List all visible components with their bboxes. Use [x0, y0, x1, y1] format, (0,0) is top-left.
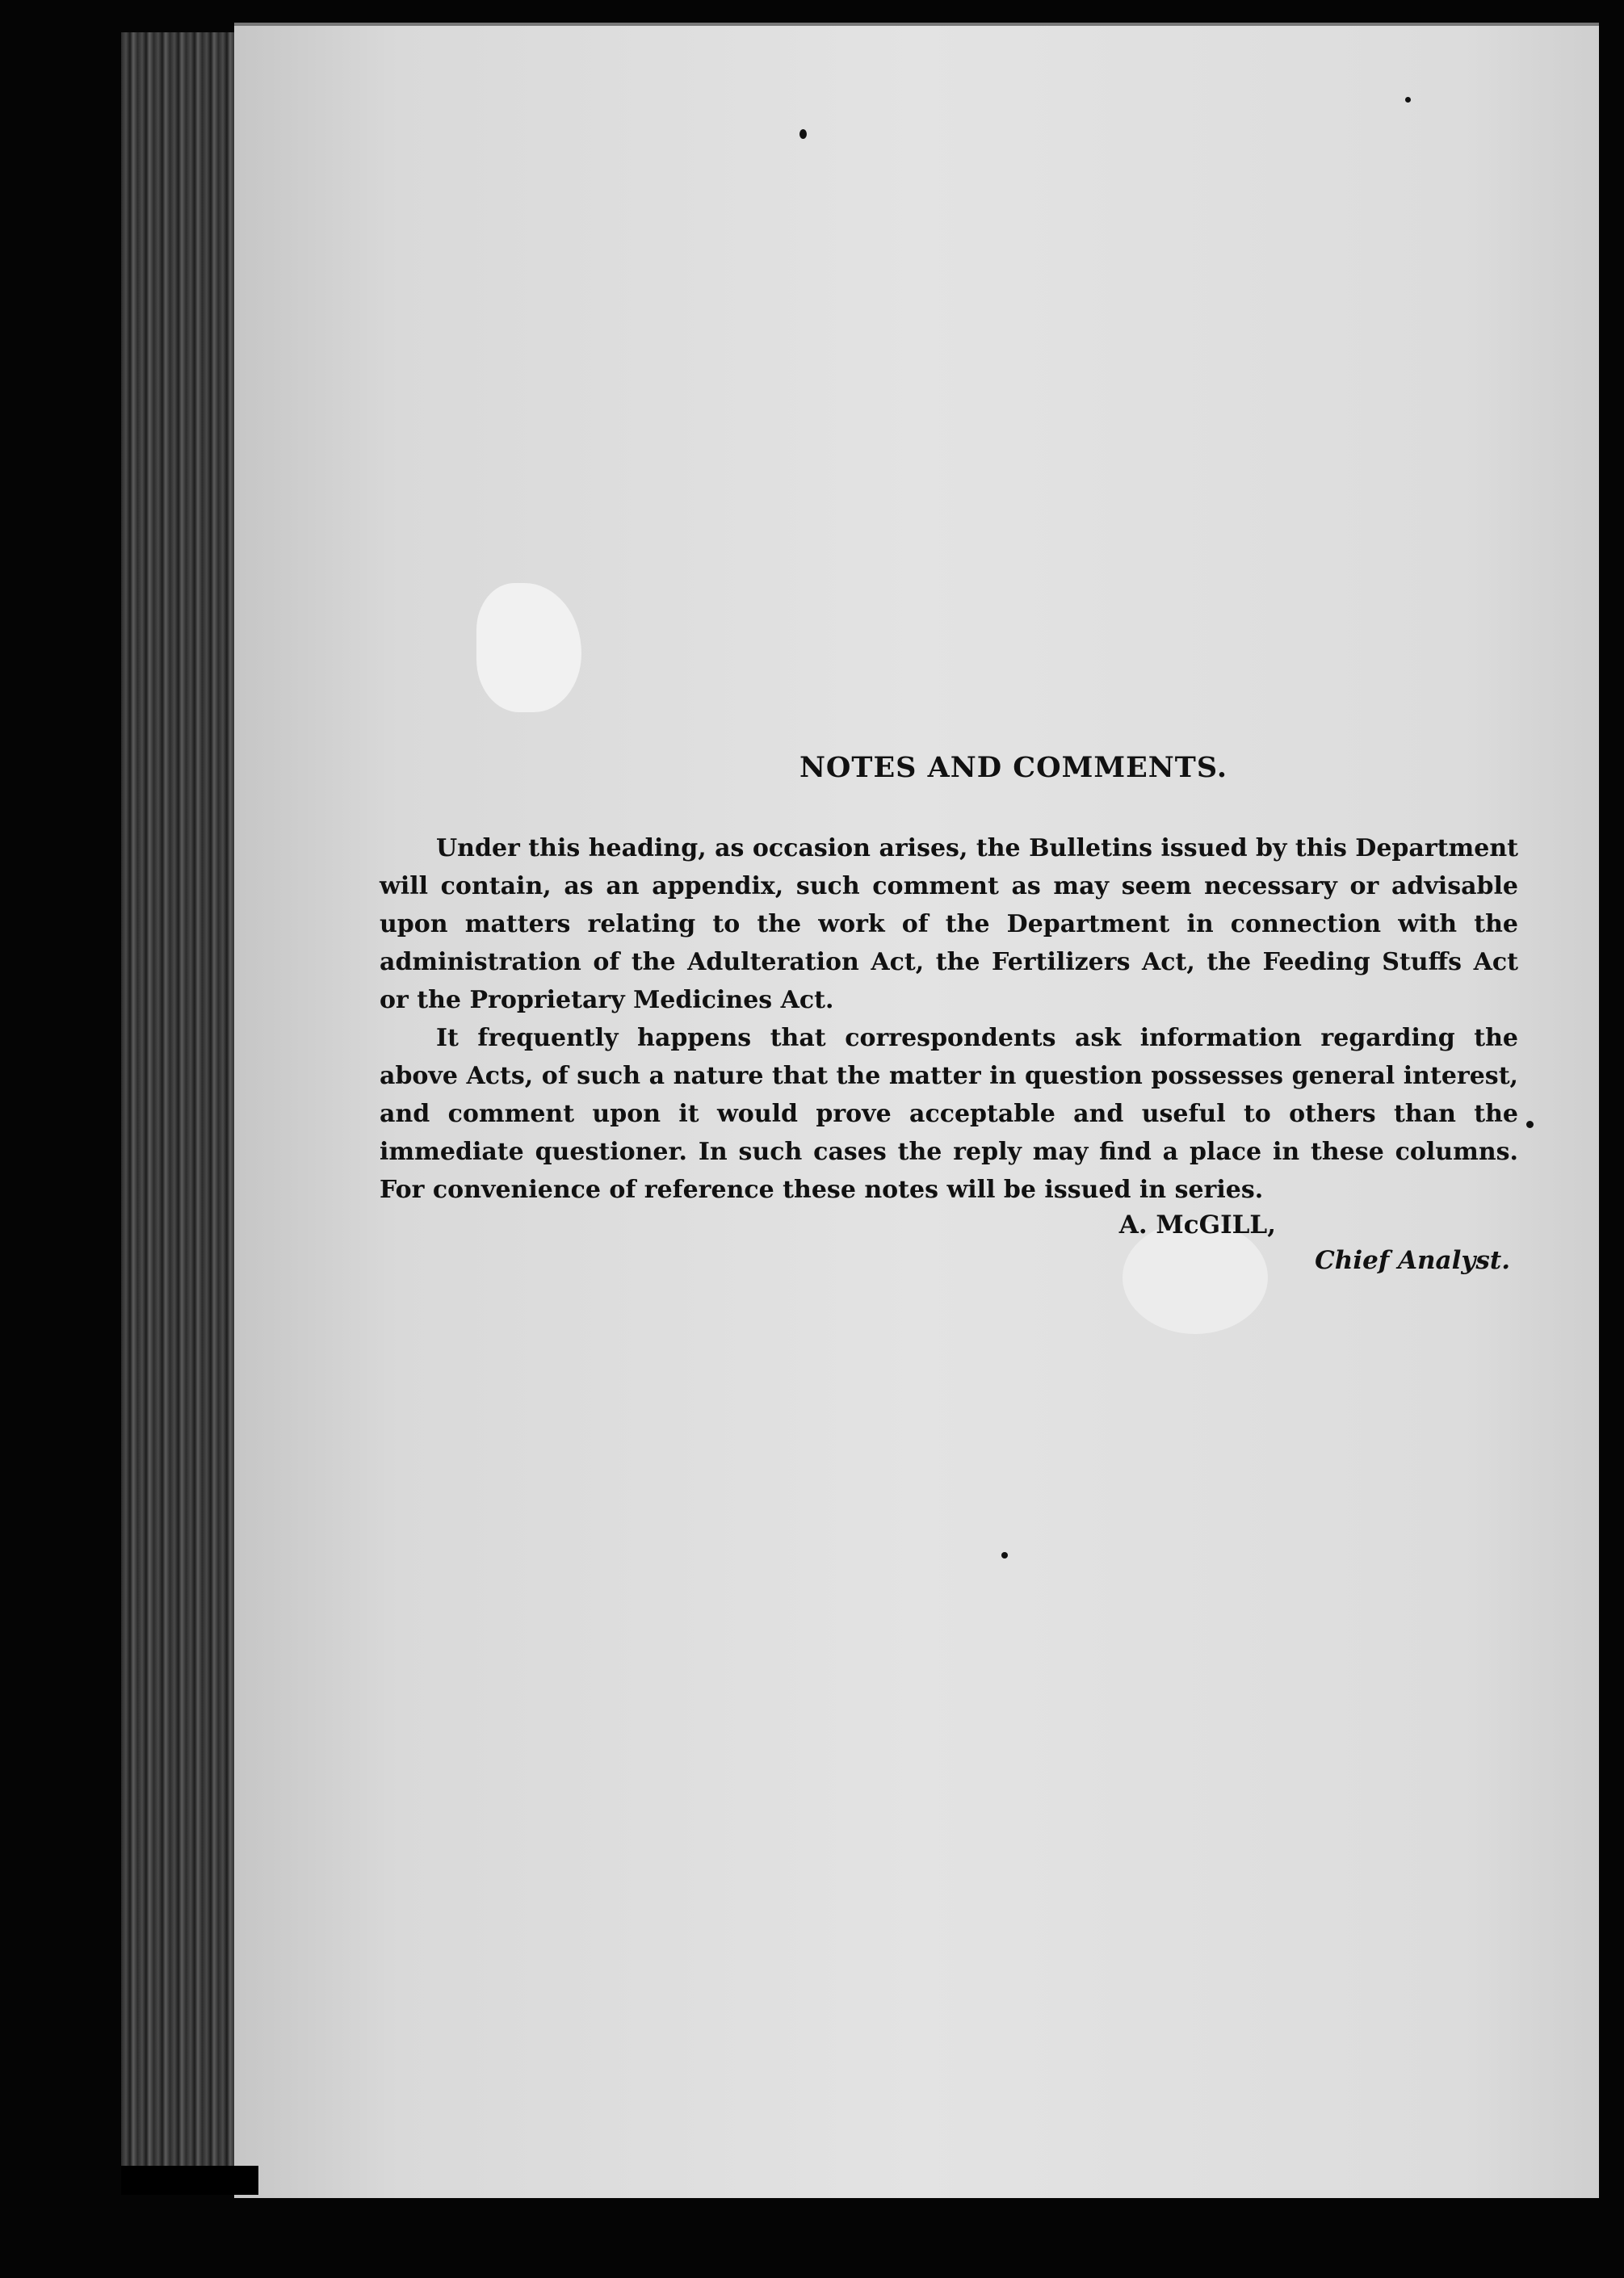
paragraph-2: It frequently happens that correspondents ask information regarding the above Acts, of such a nature that the matter in question possesses general interest, and comment upon it would prove acceptable and useful to others than the immediate questioner. In such cases the reply may find a place in these columns. For convenience of reference these notes will be issued in series.	[380, 1024, 1518, 1204]
book-spine-edge	[121, 32, 242, 2180]
section-heading: NOTES AND COMMENTS.	[799, 751, 1228, 784]
scan-border	[121, 2166, 258, 2195]
signature-title: Chief Analyst.	[1315, 1246, 1510, 1275]
notes-section	[380, 751, 1518, 1275]
dust-speck	[1001, 1552, 1008, 1559]
dust-speck	[1405, 97, 1411, 103]
paper-stain	[476, 583, 581, 712]
dust-speck	[1526, 1121, 1534, 1128]
dust-speck	[799, 129, 807, 139]
paragraph-1: Under this heading, as occasion arises, the Bulletins issued by this Department will contain, as an appendix, such comment as may seem necessary or advisable upon matters relating to the work of the Department in connection with the administration of the Adulteration Act, the Fertilizers Act, the Feeding Stuffs Act or the Proprietary Medicines Act.	[380, 834, 1518, 1014]
signature-name: A. McGILL,	[1118, 1210, 1276, 1240]
